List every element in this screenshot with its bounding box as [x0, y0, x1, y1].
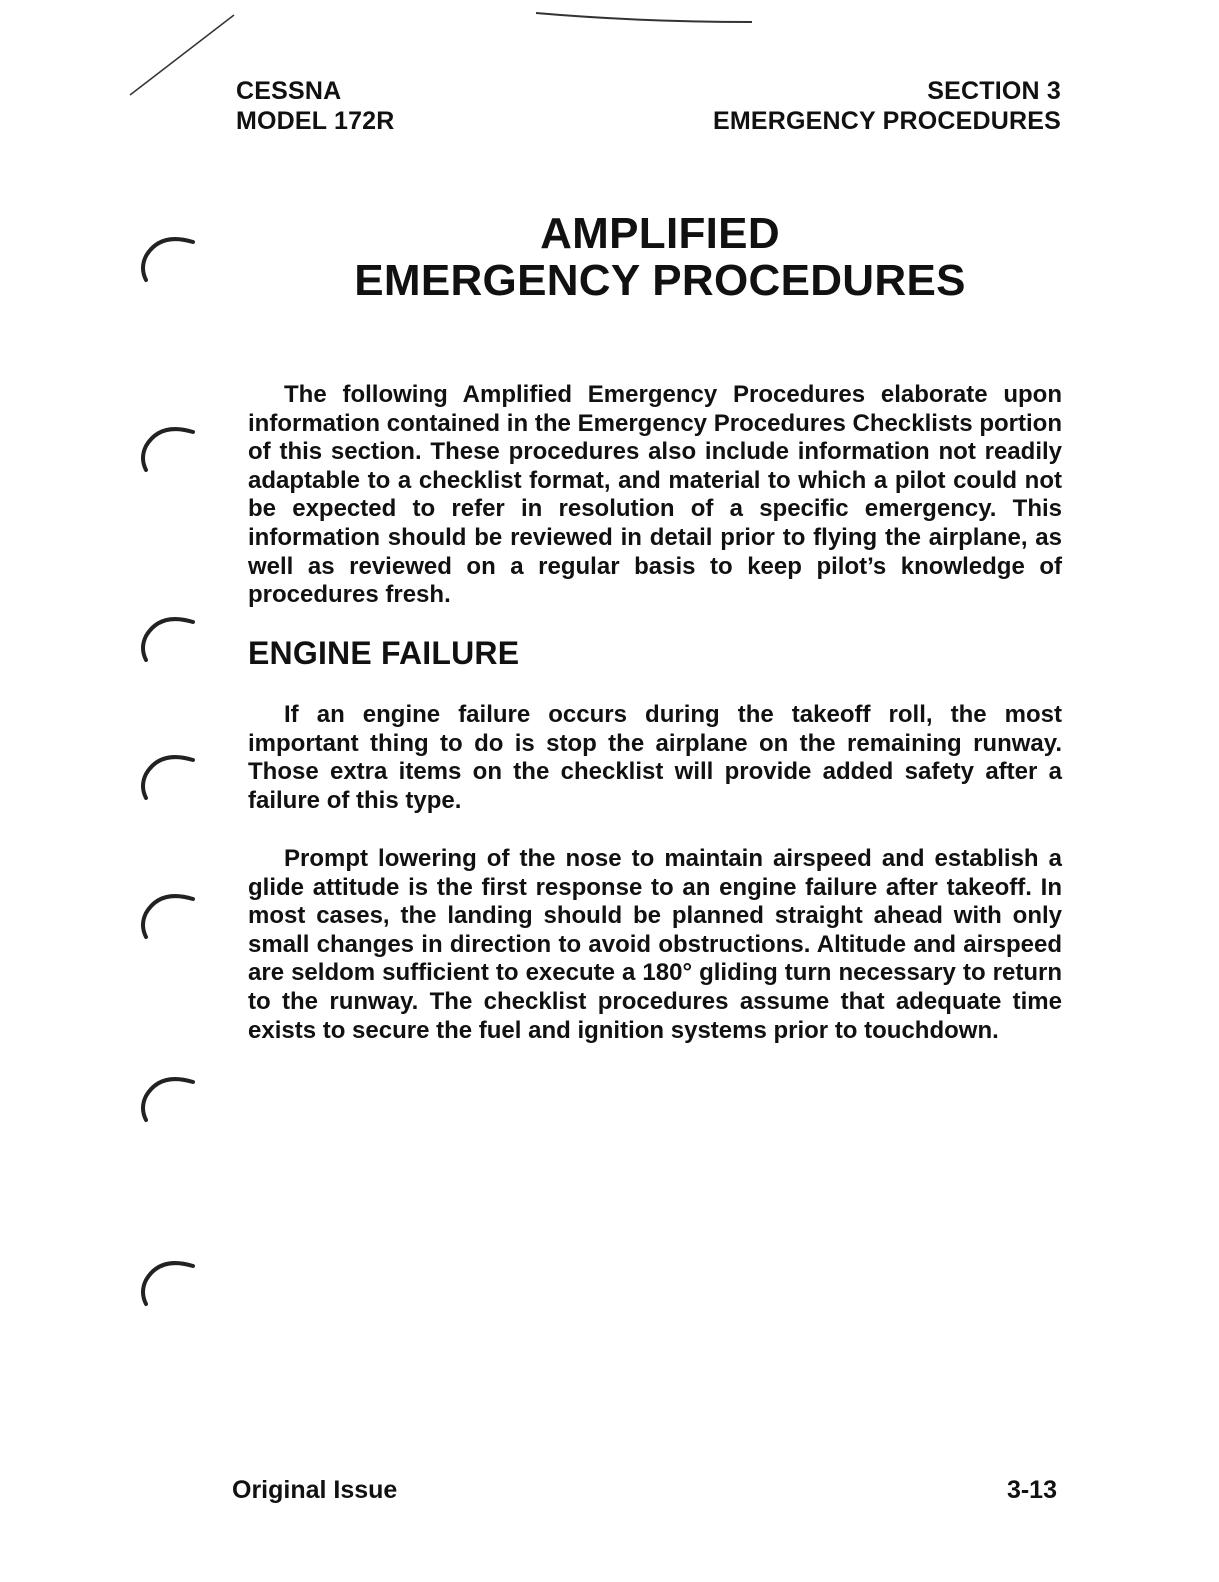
binder-hole-mark: [143, 1263, 193, 1304]
footer-page-number: 3-13: [1006, 1476, 1057, 1504]
binder-hole-marks: [143, 239, 193, 1304]
header-make: CESSNA: [236, 77, 342, 105]
header-manufacturer: [236, 76, 395, 136]
footer-issue: Original Issue: [232, 1476, 398, 1504]
header-model: MODEL 172R: [236, 107, 395, 135]
binder-hole-mark: [143, 619, 193, 660]
engine-failure-paragraph-2: Prompt lowering of the nose to maintain airspeed and establish a glide attitude is the first response to an engine failure after takeoff. In most cases, the landing should be planned straight ahead with only small changes in direction to avoid obstructions. Altitude and airspeed are seldom sufficient to execute a 180° gliding turn necessary to return to the runway. The checklist procedures assume that adequate time exists to secure the fuel and ignition systems prior to touchdown.: [248, 845, 1062, 1044]
binder-hole-mark: [143, 239, 193, 280]
header-section-number: SECTION 3: [927, 77, 1061, 105]
binder-hole-mark: [143, 757, 193, 798]
header-section: [713, 76, 1061, 136]
intro-paragraph: The following Amplified Emergency Procedures elaborate upon information contained in the Emergency Procedures Checklists portion of this section. These procedures also include information not readily adaptable to a checklist format, and material to which a pilot could not be expected to refer in resolution of a specific emergency. This information should be reviewed in detail prior to flying the airplane, as well as reviewed on a regular basis to keep pilot’s knowledge of procedures fresh.: [248, 381, 1062, 609]
engine-failure-heading: ENGINE FAILURE: [248, 635, 520, 671]
binder-hole-mark: [143, 1079, 193, 1120]
binder-hole-mark: [143, 429, 193, 470]
page-title: [300, 210, 1020, 304]
top-smudge-mark: [536, 13, 752, 22]
engine-failure-paragraph-1: If an engine failure occurs during the takeoff roll, the most important thing to do is stop the airplane on the remaining runway. Those extra items on the checklist will provide added safety after a failure of this type.: [248, 701, 1062, 814]
page-title-line-2: EMERGENCY PROCEDURES: [354, 256, 966, 305]
page-title-line-1: AMPLIFIED: [540, 209, 780, 258]
pen-stroke-mark: [130, 15, 234, 95]
header-section-title: EMERGENCY PROCEDURES: [712, 107, 1061, 135]
binder-hole-mark: [143, 896, 193, 937]
